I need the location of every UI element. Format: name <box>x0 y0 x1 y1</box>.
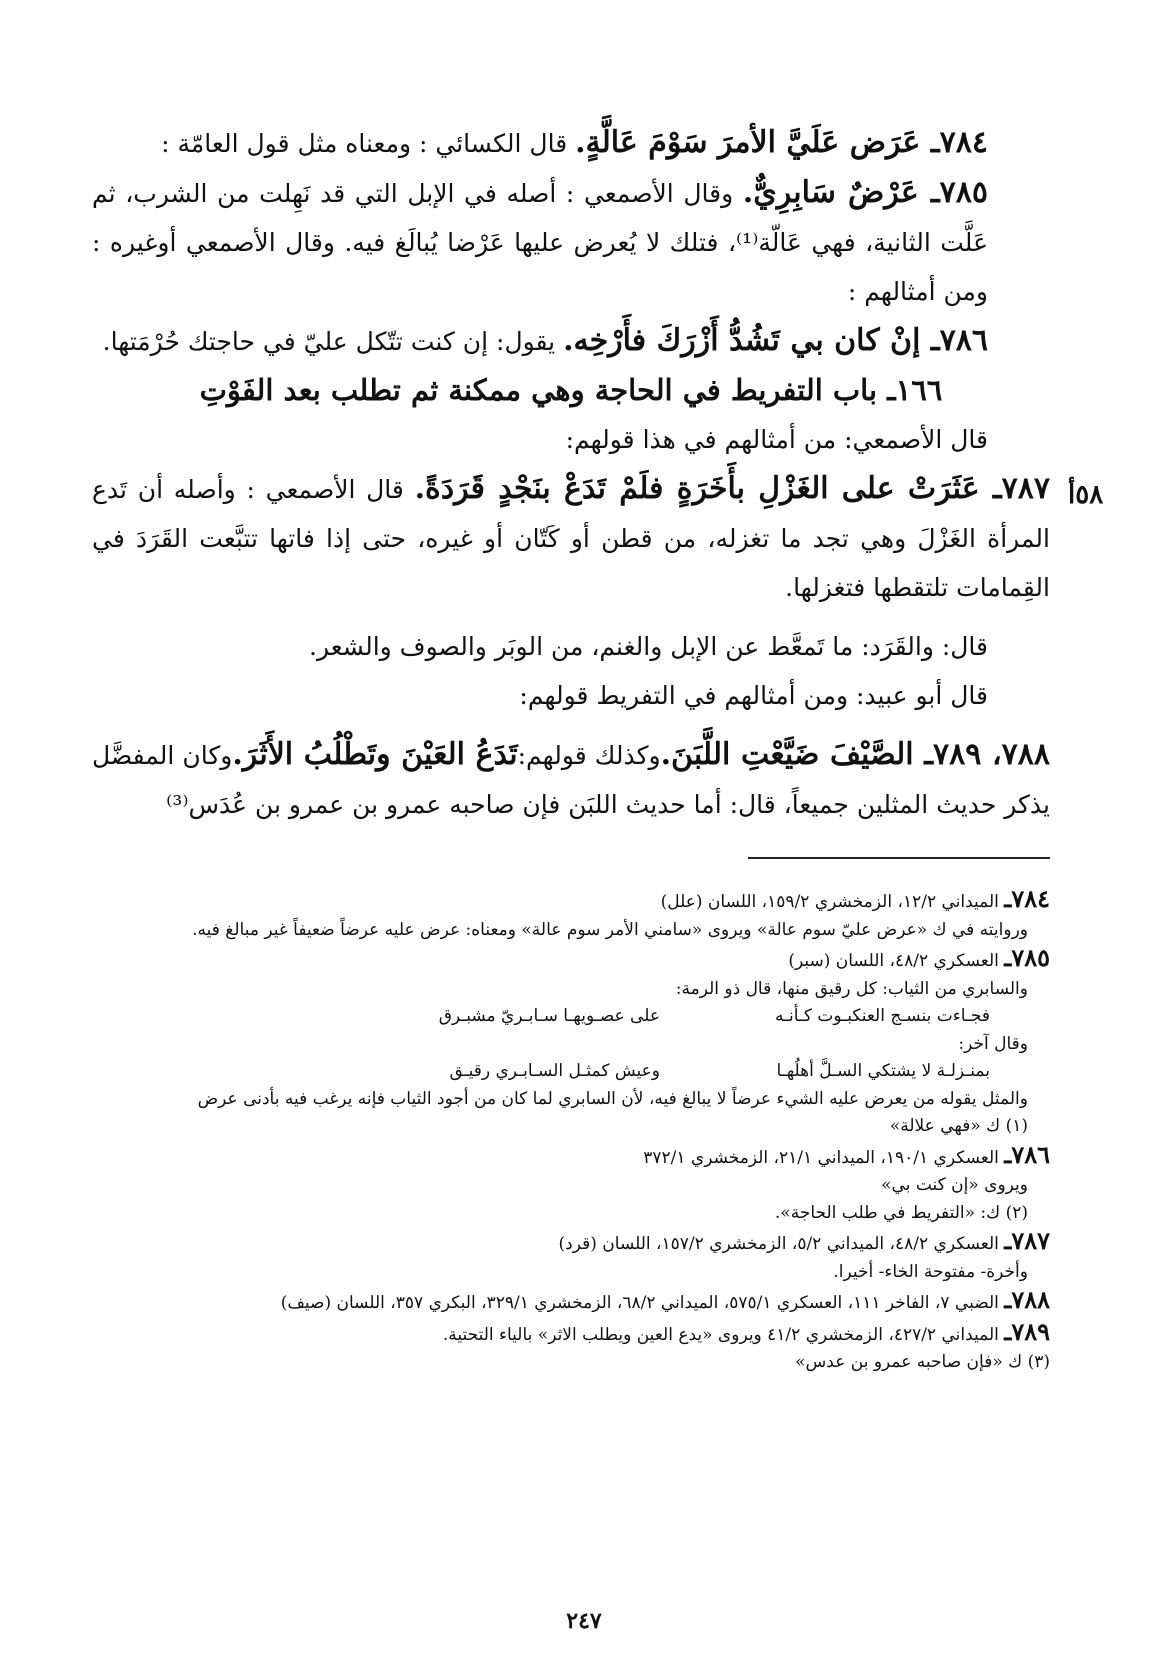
proverb-784 <box>92 118 1050 168</box>
page-number: ٢٤٧ <box>566 1608 602 1634</box>
verse-2-first-hemistich: بمنـزلـة لا يشتكي السـلَّ أهلُهـا <box>776 1061 990 1081</box>
footnote-784 <box>88 885 1050 917</box>
footnote-separator <box>748 857 1050 859</box>
footnote-788-num: ٧٨٨ـ <box>1004 1285 1050 1314</box>
verse-2-second-hemistich: وعيش كمثـل السـابـري رقيـق <box>449 1061 660 1081</box>
footnote-785-sub3: والمثل يقوله من يعرض عليه الشيء عرضاً لا يبالغ فيه، لأن السابري لما كان من أجود الثياب فإنه يرغب فيه بأدنى عرض <box>197 1088 1028 1109</box>
proverb-786-body: يقول: إن كنت تتّكل عليّ في حاجتك حُرْمَتها. <box>102 327 564 356</box>
proverb-788-789 <box>92 730 1050 829</box>
footnote-787-num: ٧٨٧ـ <box>1004 1226 1050 1255</box>
proverb-785-body: وقال الأصمعي : أصله في الإبل التي قد نَهِلت من الشرب، ثم عَلَّت الثانية، فهي عَالّة⁽¹⁾، فتلك لا يُعرض عليها عَرْضا يُبالَغ فيه. وقال الأصمعي أوغيره : ومن أمثالهم : <box>92 179 988 306</box>
proverb-787 <box>92 464 1050 612</box>
verse-2 <box>88 1058 1050 1086</box>
verse-1 <box>88 1003 1050 1031</box>
footnote-784-sub: وروايته في ك «عرض عليّ سوم عالة» ويروى «سامني الأمر سوم عالة» ومعناه: عرض عليه عرضاً ضعيفاً غير مبالغ فيه. <box>192 919 1028 940</box>
footnote-785-text: العسكري ٤٨/٢، اللسان (سبر) <box>788 951 1005 971</box>
proverb-786-head: ٧٨٦ـ إنْ كان بي تَشُدُّ أَزْرَكَ فأَرْخِه. <box>563 323 988 358</box>
proverb-787-body: قال الأصمعي : وأصله أن تَدع المرأة الغَزْلَ وهي تجد ما تغزله، من قطن أو كَتّان أو غيره، حتى إذا فاتها تتبَّعت القَرَدَ في القِمامات تلتقطها فتغزلها. <box>92 475 1050 602</box>
intro-line-1: قال الأصمعي: من أمثالهم في هذا قولهم: <box>565 425 988 454</box>
footnote-785-sub1: والسابري من الثياب: كل رقيق منها، قال ذو الرمة: <box>675 978 1028 999</box>
footnote-789-num: ٧٨٩ـ <box>1004 1316 1050 1346</box>
footnote-787-text: العسكري ٤٨/٢، الميداني ٥/٢، الزمخشري ١٥٧/٢، اللسان (قرد) <box>558 1234 1005 1254</box>
footnote-786-num: ٧٨٦ـ <box>1004 1139 1050 1169</box>
footnote-787-sub: وأخرة- مفتوحة الخاء- أخيرا. <box>833 1261 1028 1282</box>
footnote-785 <box>88 944 1050 976</box>
footnotes-block <box>88 885 1050 1377</box>
verse-1-first-hemistich: فجـاءت بنسـج العنكبـوت كـأنـه <box>774 1006 990 1026</box>
proverb-785 <box>92 168 1050 316</box>
margin-folio-note: ٥٨أ <box>1068 480 1104 510</box>
proverb-789-head: تَدَعُ العَيْنَ وتَطْلُبُ الأَثَرَ. <box>232 737 518 772</box>
proverb-788-mid: وكذلك قولهم: <box>517 741 661 770</box>
footnote-1: (١) ك «فهي علالة» <box>889 1116 1028 1136</box>
qarad-line: قال: والقَرَد: ما تَمعَّط عن الإبل والغنم، من الوبَر والصوف والشعر. <box>309 632 988 661</box>
verse-1-second-hemistich: على عصـويهـا سـابـريّ مشبـرق <box>438 1006 660 1026</box>
proverb-784-head: ٧٨٤ـ عَرَض عَلَيَّ الأمرَ سَوْمَ عَالَّةٍ. <box>575 125 988 160</box>
footnote-3: (٣) ك «فإن صاحبه عمرو بن عدس» <box>795 1352 1050 1372</box>
proverb-788-head: الصَّيْفَ ضَيَّعْتِ اللَّبَنَ. <box>660 737 925 772</box>
proverb-786 <box>92 316 1050 366</box>
main-text-block <box>92 118 1050 829</box>
proverb-788-body: وكان المفضَّل يذكر حديث المثلين جميعاً، قال: أما حديث اللبَن فإن صاحبه عمرو بن عمرو بن عُدَس⁽³⁾ <box>92 741 1050 819</box>
chapter-heading: ١٦٦ـ باب التفريط في الحاجة وهي ممكنة ثم تطلب بعد الفَوْتِ <box>199 373 943 407</box>
footnote-789 <box>88 1318 1050 1350</box>
proverb-787-head: ٧٨٧ـ عَثَرَتْ على الغَزْلِ بأَخَرَةٍ فلَمْ تَدَعْ بنَجْدٍ قَرَدَةً. <box>414 471 1050 506</box>
footnote-784-num: ٧٨٤ـ <box>1004 884 1050 913</box>
footnote-788-text: الضبي ٧، الفاخر ١١١، العسكري ٥٧٥/١، الميداني ٦٨/٢، الزمخشري ٣٢٩/١، البكري ٣٥٧، اللسان (صيف) <box>280 1293 1005 1313</box>
proverb-785-head: ٧٨٥ـ عَرْضٌ سَابِرِيٌّ. <box>742 175 988 210</box>
intro-line-2: قال أبو عبيد: ومن أمثالهم في التفريط قولهم: <box>519 681 988 710</box>
proverb-784-body: قال الكسائي : ومعناه مثل قول العامّة : <box>161 129 576 158</box>
footnote-786-sub: ويروى «إن كنت بي» <box>881 1175 1028 1195</box>
footnote-786 <box>88 1141 1050 1173</box>
footnote-785-num: ٧٨٥ـ <box>1004 943 1050 972</box>
footnote-787 <box>88 1227 1050 1259</box>
footnote-784-text: الميداني ١٢/٢، الزمخشري ١٥٩/٢، اللسان (علل) <box>660 892 1005 912</box>
footnote-786-text: العسكري ١٩٠/١، الميداني ٢١/١، الزمخشري ٣٧٢/١ <box>643 1147 1005 1168</box>
footnote-2: (٢) ك: «التفريط في طلب الحاجة». <box>774 1202 1028 1223</box>
proverb-788-num: ٧٨٨، ٧٨٩ـ <box>924 737 1050 772</box>
footnote-789-text: الميداني ٤٢٧/٢، الزمخشري ٤١/٢ ويروى «يدع العين ويطلب الاثر» بالياء التحتية. <box>442 1324 1005 1345</box>
footnote-785-sub2: وقال آخر: <box>958 1033 1028 1054</box>
footnote-788 <box>88 1286 1050 1318</box>
